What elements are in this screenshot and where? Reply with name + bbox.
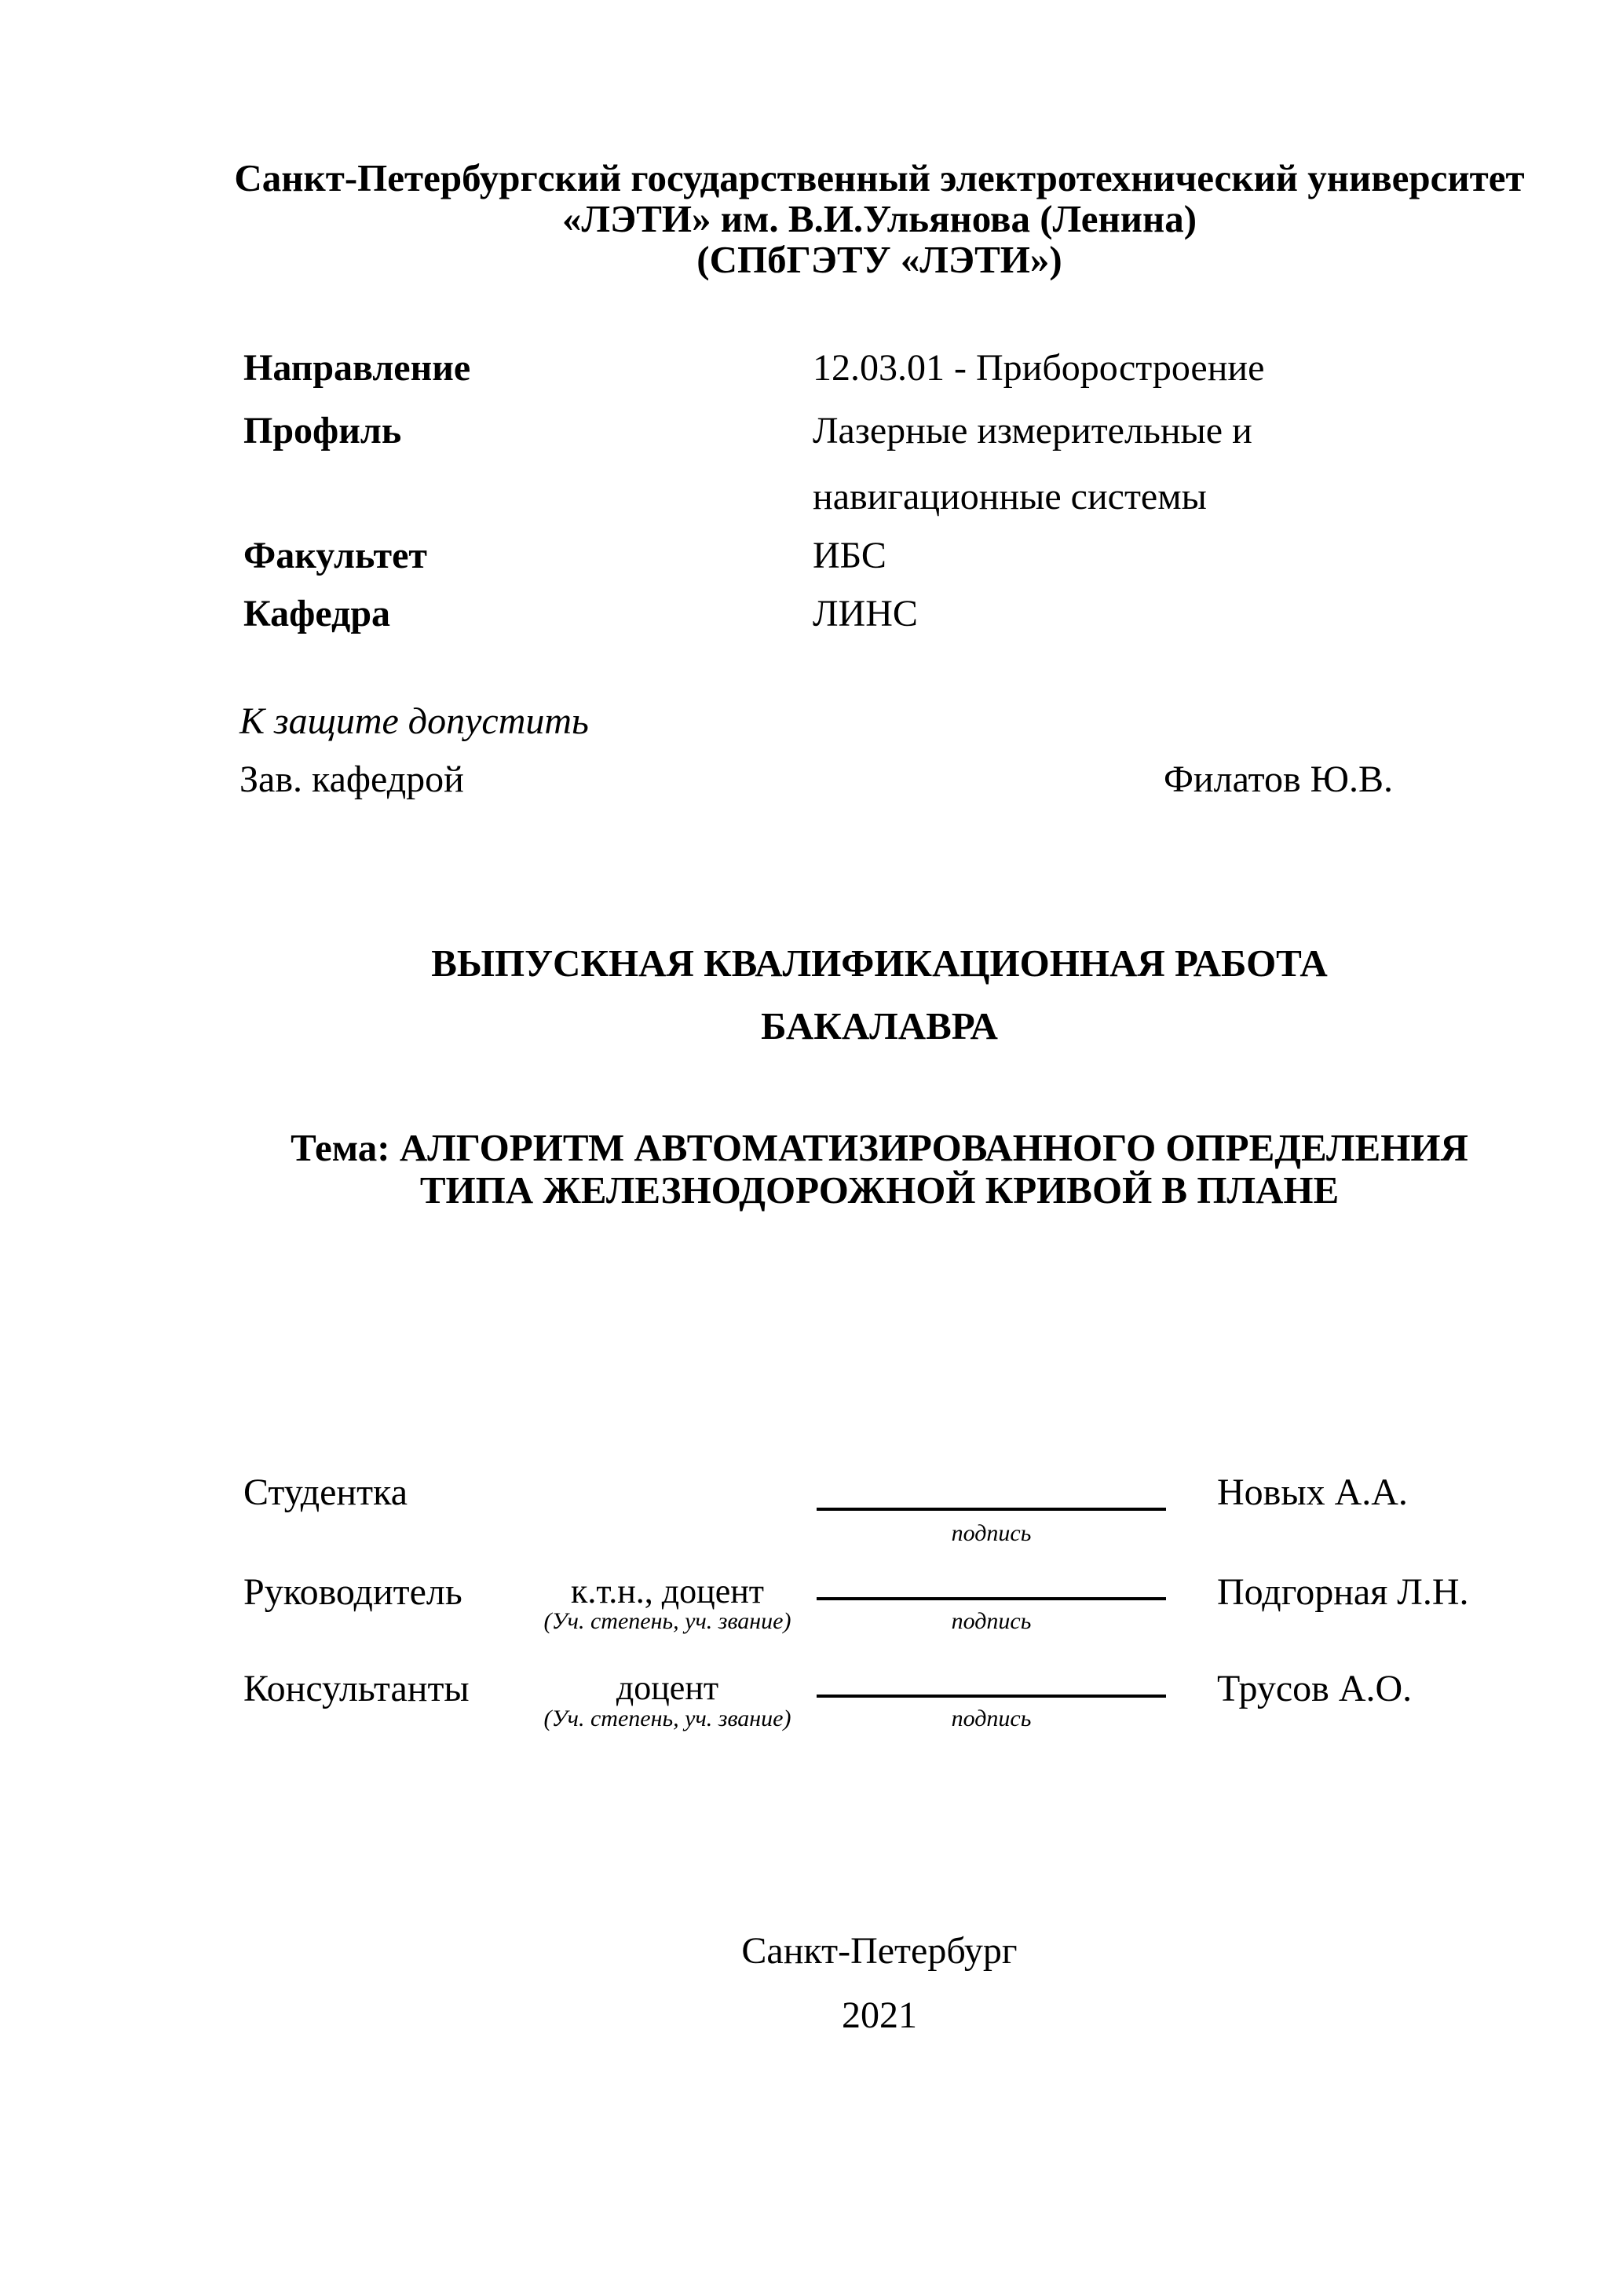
signature-note-student: подпись xyxy=(951,1520,1032,1546)
work-theme-line-2: ТИПА ЖЕЛЕЗНОДОРОЖНОЙ КРИВОЙ В ПЛАНЕ xyxy=(419,1168,1340,1212)
work-title-line-1: ВЫПУСКНАЯ КВАЛИФИКАЦИОННАЯ РАБОТА xyxy=(431,941,1328,985)
degree-note-consultants: (Уч. степень, уч. звание) xyxy=(543,1706,791,1731)
work-title xyxy=(232,932,1527,1058)
field-profile-value-line-1: Лазерные измерительные и xyxy=(813,410,1252,452)
footer-city: Санкт-Петербург xyxy=(741,1930,1018,1972)
signature-line-student xyxy=(817,1508,1166,1511)
signature-role-student: Студентка xyxy=(243,1472,408,1513)
degree-note-supervisor: (Уч. степень, уч. звание) xyxy=(543,1608,791,1634)
field-department-label: Кафедра xyxy=(243,593,391,634)
field-direction-value: 12.03.01 - Приборостроение xyxy=(813,347,1265,389)
signer-name-consultants: Трусов А.О. xyxy=(1217,1668,1413,1709)
department-head-name: Филатов Ю.В. xyxy=(1164,759,1393,800)
university-name-line-3: (СПбГЭТУ «ЛЭТИ») xyxy=(696,238,1062,281)
signature-note-supervisor: подпись xyxy=(951,1608,1032,1634)
signature-role-supervisor: Руководитель xyxy=(243,1571,462,1613)
admission-permit-line: К защите допустить xyxy=(239,700,589,742)
degree-text-supervisor: к.т.н., доцент xyxy=(570,1572,765,1610)
field-profile-value-line-2: навигационные системы xyxy=(813,476,1207,517)
signature-line-supervisor xyxy=(817,1597,1166,1600)
degree-text-consultants: доцент xyxy=(616,1669,719,1707)
department-head-label: Зав. кафедрой xyxy=(239,759,464,800)
work-theme xyxy=(232,1127,1527,1212)
university-header xyxy=(232,158,1527,280)
signature-note-consultants: подпись xyxy=(951,1706,1032,1731)
footer xyxy=(232,1919,1527,2048)
field-direction-label: Направление xyxy=(243,347,471,389)
signer-name-supervisor: Подгорная Л.Н. xyxy=(1217,1571,1469,1613)
signature-role-consultants: Консультанты xyxy=(243,1668,470,1709)
field-department-value: ЛИНС xyxy=(813,593,918,634)
university-name-line-2: «ЛЭТИ» им. В.И.Ульянова (Ленина) xyxy=(561,197,1197,240)
field-faculty-value: ИБС xyxy=(813,535,886,576)
field-profile-label: Профиль xyxy=(243,410,402,452)
work-title-line-2: БАКАЛАВРА xyxy=(761,1004,998,1047)
footer-year: 2021 xyxy=(842,1994,917,2036)
signer-name-student: Новых А.А. xyxy=(1217,1472,1408,1513)
work-theme-line-1: Тема: АЛГОРИТМ АВТОМАТИЗИРОВАННОГО ОПРЕДЕЛЕНИЯ xyxy=(291,1126,1468,1169)
field-faculty-label: Факультет xyxy=(243,535,427,576)
university-name-line-1: Санкт-Петербургский государственный электротехнический университет xyxy=(234,156,1525,199)
signature-line-consultants xyxy=(817,1695,1166,1698)
